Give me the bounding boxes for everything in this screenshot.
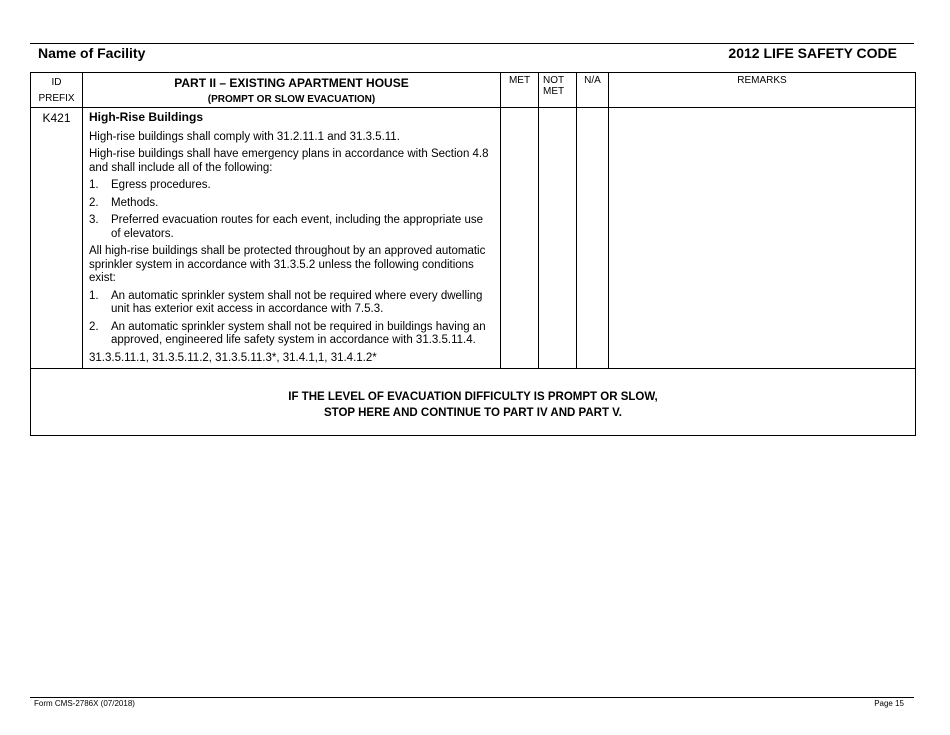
list-item-number: 1. [89,289,99,302]
final-instruction-line1: IF THE LEVEL OF EVACUATION DIFFICULTY IS PROMPT OR SLOW, [288,391,658,403]
not-met-checkbox-cell[interactable] [539,108,577,369]
list-item-text: An automatic sprinkler system shall not be required where every dwelling unit has exterior exit access in accordance with 7.5.3. [111,289,483,315]
na-checkbox-cell[interactable] [577,108,609,369]
list-item-text: Preferred evacuation routes for each event, including the appropriate use of elevators. [111,214,484,240]
list-item-number: 3. [89,214,99,226]
requirement-para-1: High-rise buildings shall comply with 31.2.11.1 and 31.3.5.11. [89,130,400,143]
list-item-number: 1. [89,179,99,191]
requirement-para-3: All high-rise buildings shall be protected throughout by an approved automatic sprinkler system in accordance with 31.3.5.2 unless the following conditions exist: [89,245,486,284]
part-header [83,73,501,108]
id-header-line2: PREFIX [38,93,75,104]
list-item-text: An automatic sprinkler system shall not be required in buildings having an approved, engineered life safety system in accordance with 31.3.5.11.4. [111,320,486,346]
part-subtitle: (PROMPT OR SLOW EVACUATION) [207,94,376,105]
form-id: Form CMS-2786X (07/2018) [34,699,135,708]
final-instruction-cell [31,369,916,436]
list-item [89,290,494,317]
list-item [89,214,494,241]
id-header-line1: ID [51,77,62,88]
list-item-text: Methods. [111,196,159,209]
requirement-title: High-Rise Buildings [89,110,203,124]
not-met-header [539,73,577,108]
part-title: PART II – EXISTING APARTMENT HOUSE [174,76,409,90]
facility-name-label: Name of Facility [38,45,146,61]
met-header [501,73,539,108]
not-met-label-line1: NOT [543,75,565,86]
code-title: 2012 LIFE SAFETY CODE [728,45,897,61]
id-prefix-header [31,73,83,108]
final-instruction-row [31,369,916,436]
requirement-text-cell [83,108,501,369]
row-id: K421 [42,111,71,125]
remarks-field[interactable] [609,108,916,369]
page-number: Page 15 [874,699,904,708]
remarks-header [609,73,916,108]
final-instruction-line2: STOP HERE AND CONTINUE TO PART IV AND PART V. [324,407,622,419]
na-header [577,73,609,108]
list-item-text: Egress procedures. [111,179,211,191]
list-item [89,179,494,193]
requirement-para-2: High-rise buildings shall have emergency plans in accordance with Section 4.8 and shall include all of the following: [89,148,489,174]
footer-rule [30,697,914,698]
list-item [89,197,494,211]
table-header-row [31,73,916,108]
table-row [31,108,916,369]
row-id-cell [31,108,83,369]
met-checkbox-cell[interactable] [501,108,539,369]
not-met-label-line2: MET [543,86,565,97]
met-label: MET [508,75,531,86]
code-references: 31.3.5.11.1, 31.3.5.11.2, 31.3.5.11.3*, 31.4.1,1, 31.4.1.2* [89,351,377,364]
remarks-label: REMARKS [737,75,787,86]
header-rule [30,43,914,44]
survey-table [30,72,916,436]
na-label: N/A [584,75,601,86]
list-item-number: 2. [89,320,99,333]
list-item [89,321,494,348]
list-item-number: 2. [89,196,99,209]
